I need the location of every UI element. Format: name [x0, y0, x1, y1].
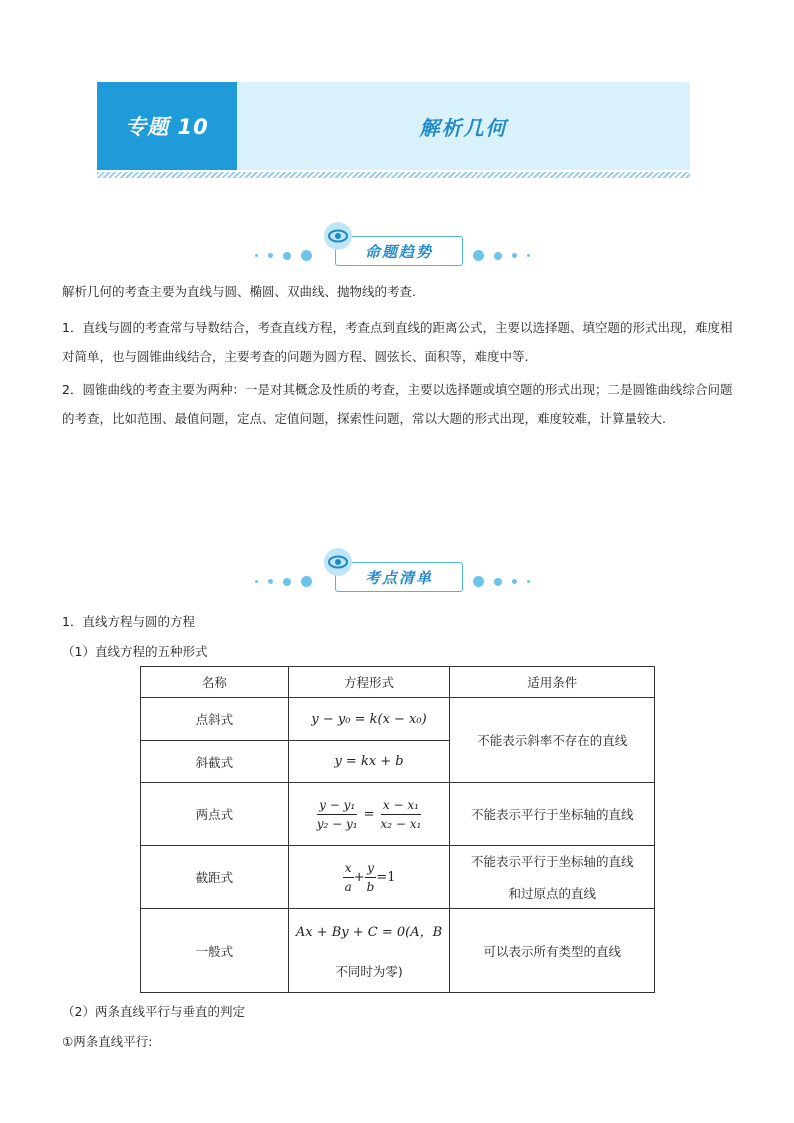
section-title: 命题趋势: [364, 242, 433, 261]
trend-point-2: 2．圆锥曲线的考查主要为两种：一是对其概念及性质的考查，主要以选择题或填空题的形式出现；二是圆锥曲线综合问题的考查，比如范围、最值问题，定点、定值问题，探索性问题，常以大题的形式出现，难度较难，计算量较大.: [62, 382, 733, 426]
heading-five-forms: （1）直线方程的五种形式: [62, 644, 208, 659]
heading-parallel-perpendicular: （2）两条直线平行与垂直的判定: [62, 1004, 245, 1019]
section-title: 考点清单: [364, 568, 433, 587]
section-header-trend: [255, 222, 530, 268]
row-condition: 不能表示平行于坐标轴的直线 和过原点的直线: [450, 846, 655, 909]
row-formula: y = kx + b: [288, 741, 450, 783]
eye-icon: [324, 548, 352, 576]
table-row: [141, 698, 655, 741]
trend-point-1: 1．直线与圆的考查常与导数结合，考查直线方程，考查点到直线的距离公式，主要以选择题、填空题的形式出现，难度相对简单，也与圆锥曲线结合，主要考查的问题为圆方程、圆弦长、面积等，难度中等.: [62, 320, 733, 364]
header-form: 方程形式: [288, 667, 450, 698]
row-formula: y − y₀ = k(x − x₀): [288, 698, 450, 741]
row-name: 截距式: [141, 846, 289, 909]
topic-title: 解析几何: [419, 115, 508, 140]
title-banner: [97, 82, 690, 170]
section-title-box: [335, 236, 463, 266]
row-formula: $\frac{\text{y − y₁}}{\text{y₂ − y₁}}$ = $\frac{\text{x − x₁}}{\text{x₂ − x₁}}$: [288, 783, 450, 846]
eye-icon: [324, 222, 352, 250]
banner-stripe: [97, 172, 690, 178]
row-condition: 不能表示斜率不存在的直线: [450, 698, 655, 783]
dots-left: [255, 250, 312, 261]
row-condition: 可以表示所有类型的直线: [450, 909, 655, 993]
heading-line-circle: 1．直线方程与圆的方程: [62, 614, 195, 629]
fraction: $\frac{y}{b}$: [366, 860, 375, 894]
fraction: $\frac{\text{x − x₁}}{\text{x₂ − x₁}}$: [380, 797, 422, 831]
dots-right: [473, 250, 530, 261]
row-formula: Ax + By + C = 0(A，B 不同时为零): [288, 909, 450, 993]
fraction: $\frac{\text{y − y₁}}{\text{y₂ − y₁}}$: [316, 797, 358, 831]
row-condition: 不能表示平行于坐标轴的直线: [450, 783, 655, 846]
topic-label-box: [97, 82, 237, 170]
row-name: 点斜式: [141, 698, 289, 741]
topic-label: 专题 10: [125, 115, 209, 139]
row-name: 斜截式: [141, 741, 289, 783]
topic-title-area: [237, 82, 690, 170]
dots-left: [255, 576, 312, 587]
trend-intro: 解析几何的考查主要为直线与圆、椭圆、双曲线、抛物线的考查.: [62, 284, 416, 299]
row-formula: $\frac{x}{a}$ + $\frac{y}{b}$ =1: [288, 846, 450, 909]
table-row: [141, 783, 655, 846]
row-name: 两点式: [141, 783, 289, 846]
heading-parallel: ①两条直线平行:: [62, 1034, 153, 1049]
header-condition: 适用条件: [450, 667, 655, 698]
table-row: [141, 909, 655, 993]
line-forms-table: [140, 666, 655, 993]
row-name: 一般式: [141, 909, 289, 993]
header-name: 名称: [141, 667, 289, 698]
section-title-box: [335, 562, 463, 592]
dots-right: [473, 576, 530, 587]
table-row: [141, 846, 655, 909]
table-header-row: [141, 667, 655, 698]
section-header-points: [255, 548, 530, 594]
fraction: $\frac{x}{a}$: [344, 860, 352, 894]
